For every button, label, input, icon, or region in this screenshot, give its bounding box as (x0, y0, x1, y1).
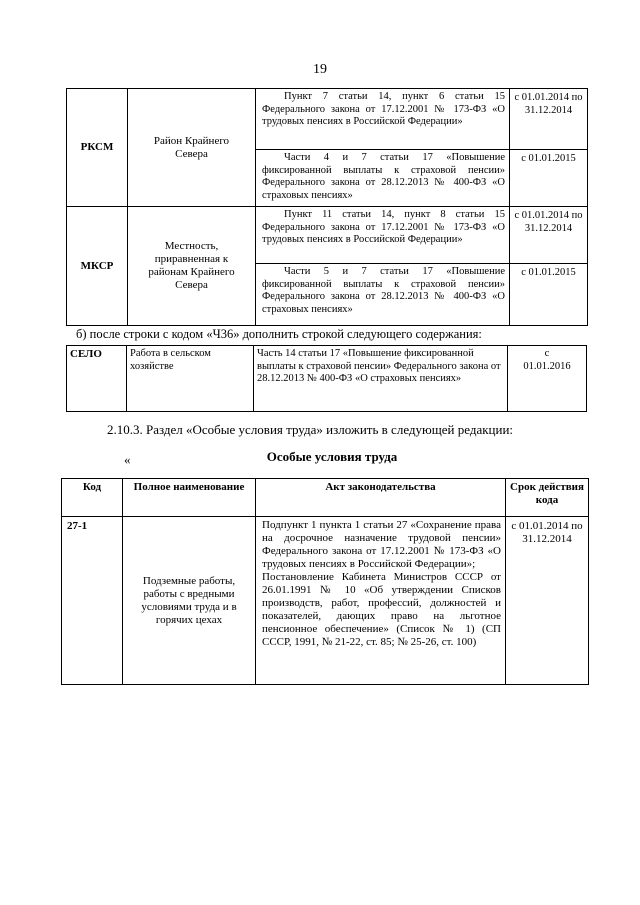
row-date: с 01.01.2014 по 31.12.2014 (510, 207, 588, 264)
table-row (67, 346, 587, 412)
special-conditions-table (61, 478, 589, 685)
row-act: Части 4 и 7 статьи 17 «Повышение фиксированной выплаты к страховой пенсии» Федерального закона от 28.12.2013 № 400-ФЗ «О страховых пенсиях» (256, 150, 510, 207)
row-act: Части 5 и 7 статьи 17 «Повышение фиксированной выплаты к страховой пенсии» Федерального закона от 28.12.2013 № 400-ФЗ «О страховых пенсиях» (256, 264, 510, 326)
row-act (256, 517, 506, 685)
row-name: Подземные работы, работы с вредными условиями труда и в горячих цехах (123, 517, 256, 685)
row-act: Часть 14 статьи 17 «Повышение фиксированной выплаты к страховой пенсии» Федерального закона от 28.12.2013 № 400-ФЗ «О страховых пенсиях» (254, 346, 508, 412)
row-date (508, 346, 587, 412)
row-act: Пункт 7 статьи 14, пункт 6 статьи 15 Федерального закона от 17.12.2001 № 173-ФЗ «О трудовых пенсиях в Российской Федерации» (256, 89, 510, 150)
row-date: с 01.01.2014 по 31.12.2014 (506, 517, 589, 685)
table-row (62, 517, 589, 685)
row-code: РКСМ (67, 89, 128, 207)
row-name: Район Крайнего Севера (128, 89, 256, 207)
section-heading: Особые условия труда (266, 449, 398, 464)
act-paragraph-1: Подпункт 1 пункта 1 статьи 27 «Сохранение права на досрочное назначение трудовой пенсии» Федерального закона от 17.12.2001 № 173-ФЗ «О трудовых пенсиях в Российской Федерации»; (262, 519, 501, 570)
page-number: 19 (313, 62, 327, 77)
row-code: МКСР (67, 207, 128, 326)
header-act: Акт законодательства (256, 479, 506, 517)
table-row (67, 89, 588, 150)
row-name: Работа в сельском хозяйстве (127, 346, 254, 412)
row-date: с 01.01.2015 (510, 150, 588, 207)
date-prefix: с (544, 348, 550, 359)
row-name: Местность, приравненная к районам Крайнего Севера (128, 207, 256, 326)
header-date: Срок действия кода (506, 479, 589, 517)
row-act: Пункт 11 статьи 14, пункт 8 статьи 15 Федерального закона от 17.12.2001 № 173-ФЗ «О трудовых пенсиях в Российской Федерации» (256, 207, 510, 264)
row-date: с 01.01.2014 по 31.12.2014 (510, 89, 588, 150)
table-row (67, 207, 588, 264)
opening-quote: « (124, 452, 131, 467)
row-code: 27-1 (62, 517, 123, 685)
row-date: с 01.01.2015 (510, 264, 588, 326)
header-name: Полное наименование (123, 479, 256, 517)
act-paragraph-2: Постановление Кабинета Министров СССР от 26.01.1991 № 10 «Об утверждении Списков производств, работ, профессий, должностей и показателей, дающих право на льготное пенсионное обеспечение» (Список № 1) (СП СССР, 1991, № 21-22, ст. 85; № 25-26, ст. 100) (262, 571, 501, 648)
amendment-note: б) после строки с кодом «Ч36» дополнить строкой следующего содержания: (76, 327, 482, 341)
section-instruction: 2.10.3. Раздел «Особые условия труда» изложить в следующей редакции: (107, 422, 514, 437)
added-row-table (66, 345, 587, 412)
row-code: СЕЛО (67, 346, 127, 412)
codes-table-continuation (66, 88, 588, 326)
header-code: Код (62, 479, 123, 517)
table-header-row (62, 479, 589, 517)
date-value: 01.01.2016 (523, 360, 571, 372)
